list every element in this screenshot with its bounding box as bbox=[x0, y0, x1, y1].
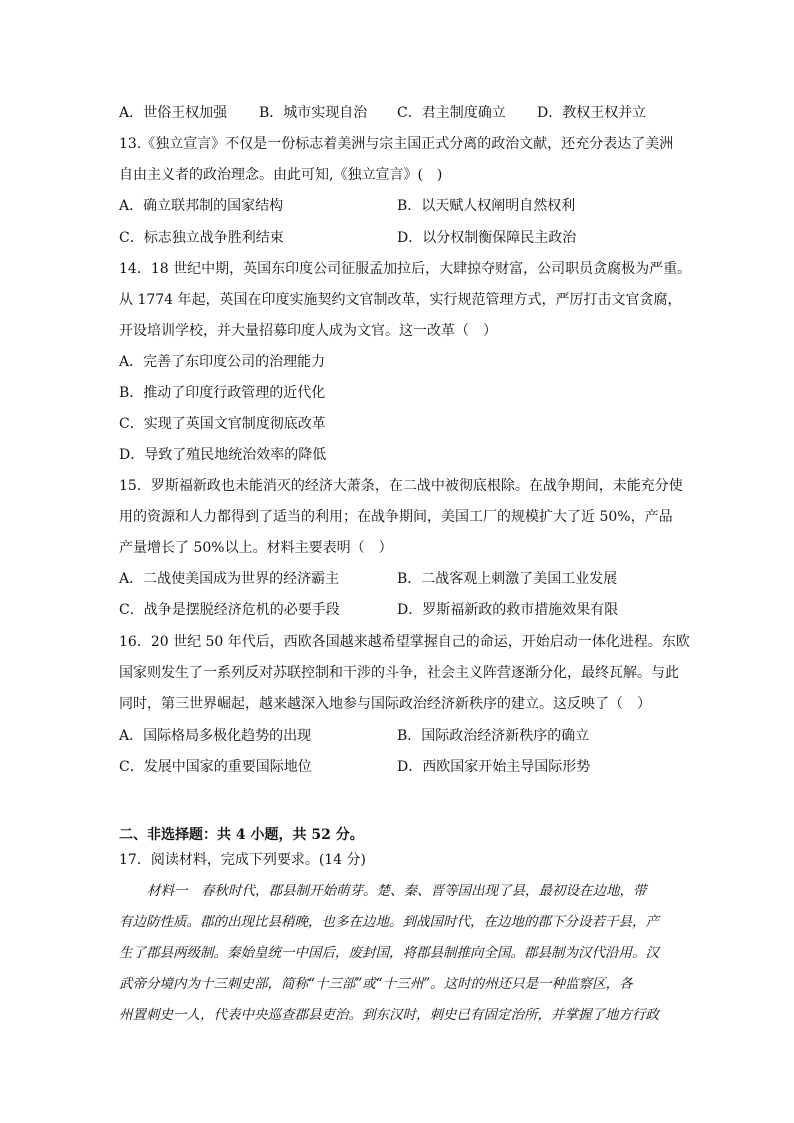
q16-stem-line-1: 16．20 世纪 50 年代后，西欧各国越来越希望掌握自己的命运，开始启动一体化进程。东欧 bbox=[119, 634, 690, 650]
q15-stem-line-1: 15．罗斯福新政也未能消灭的经济大萧条，在二战中被彻底根除。在战争期间，未能充分使 bbox=[119, 478, 683, 494]
q15-option-b: B．二战客观上刺激了美国工业发展 bbox=[397, 571, 618, 587]
q16-stem-line-2: 国家则发生了一系列反对苏联控制和干涉的斗争，社会主义阵营逐渐分化，最终瓦解。与此 bbox=[119, 665, 679, 681]
q14-stem-line-1: 14．18 世纪中期，英国东印度公司征服孟加拉后，大肆掠夺财富，公司职员贪腐极为严重。 bbox=[119, 261, 692, 277]
q17-material-line-2: 有边防性质。郡的出现比县稍晚，也多在边地。到战国时代，在边地的郡下分设若干县，产 bbox=[119, 914, 659, 930]
q16-option-b: B．国际政治经济新秩序的确立 bbox=[397, 728, 590, 744]
q16-stem-line-3: 同时，第三世界崛起，越来越深入地参与国际政治经济新秩序的建立。这反映了（ ） bbox=[119, 696, 651, 712]
q17-material-line-1: 材料一 春秋时代，郡县制开始萌芽。楚、秦、晋等国出现了县，最初设在边地，带 bbox=[147, 883, 647, 899]
q17-stem: 17．阅读材料，完成下列要求。(14 分) bbox=[119, 852, 367, 868]
q15-option-a: A．二战使美国成为世界的经济霸主 bbox=[119, 571, 340, 587]
q15-option-c: C．战争是摆脱经济危机的必要手段 bbox=[119, 602, 340, 618]
q14-stem-line-2: 从 1774 年起，英国在印度实施契约文官制改革，实行规范管理方式，严厉打击文官贪腐， bbox=[119, 292, 682, 308]
q12-option-d: D．教权王权并立 bbox=[537, 105, 647, 121]
q15-stem-line-3: 产量增长了 50%以上。材料主要表明（ ） bbox=[119, 540, 393, 556]
section-heading: 二、非选择题：共 4 小题，共 52 分。 bbox=[119, 827, 364, 843]
q16-option-c: C．发展中国家的重要国际地位 bbox=[119, 759, 312, 775]
q14-option-b: B．推动了印度行政管理的近代化 bbox=[119, 385, 326, 401]
q13-option-c: C．标志独立战争胜利结束 bbox=[119, 230, 284, 246]
q16-option-a: A．国际格局多极化趋势的出现 bbox=[119, 728, 312, 744]
q17-material-line-4: 武帝分境内为十三刺史部，简称“十三部”或“十三州”。这时的州还只是一种监察区，各 bbox=[119, 976, 633, 992]
q14-stem-line-3: 开设培训学校，并大量招募印度人成为文官。这一改革（ ） bbox=[119, 323, 497, 339]
q12-option-a: A．世俗王权加强 bbox=[119, 105, 228, 121]
q15-stem-line-2: 用的资源和人力都得到了适当的利用；在战争期间，美国工厂的规模扩大了近 50%，产品 bbox=[119, 509, 673, 525]
q14-option-c: C．实现了英国文官制度彻底改革 bbox=[119, 416, 326, 432]
q13-option-a: A．确立联邦制的国家结构 bbox=[119, 198, 284, 214]
q12-option-c: C．君主制度确立 bbox=[397, 105, 506, 121]
q15-option-d: D．罗斯福新政的救市措施效果有限 bbox=[397, 602, 619, 618]
q13-stem-line-1: 13.《独立宣言》不仅是一份标志着美洲与宗主国正式分离的政治文献，还充分表达了美洲 bbox=[119, 136, 674, 152]
q14-option-d: D．导致了殖民地统治效率的降低 bbox=[119, 447, 327, 463]
q17-material-line-5: 州置刺史一人，代表中央巡查郡县吏治。到东汉时，刺史已有固定治所，并掌握了地方行政 bbox=[119, 1007, 659, 1023]
q14-option-a: A．完善了东印度公司的治理能力 bbox=[119, 354, 326, 370]
q12-option-b: B．城市实现自治 bbox=[259, 105, 368, 121]
q13-option-d: D．以分权制衡保障民主政治 bbox=[397, 230, 577, 246]
q13-option-b: B．以天赋人权阐明自然权利 bbox=[397, 198, 576, 214]
q13-stem-line-2: 自由主义者的政治理念。由此可知,《独立宣言》( ) bbox=[119, 167, 443, 183]
q17-material-line-3: 生了郡县两级制。秦始皇统一中国后，废封国，将郡县制推向全国。郡县制为汉代沿用。汉 bbox=[119, 945, 659, 961]
q16-option-d: D．西欧国家开始主导国际形势 bbox=[397, 759, 591, 775]
